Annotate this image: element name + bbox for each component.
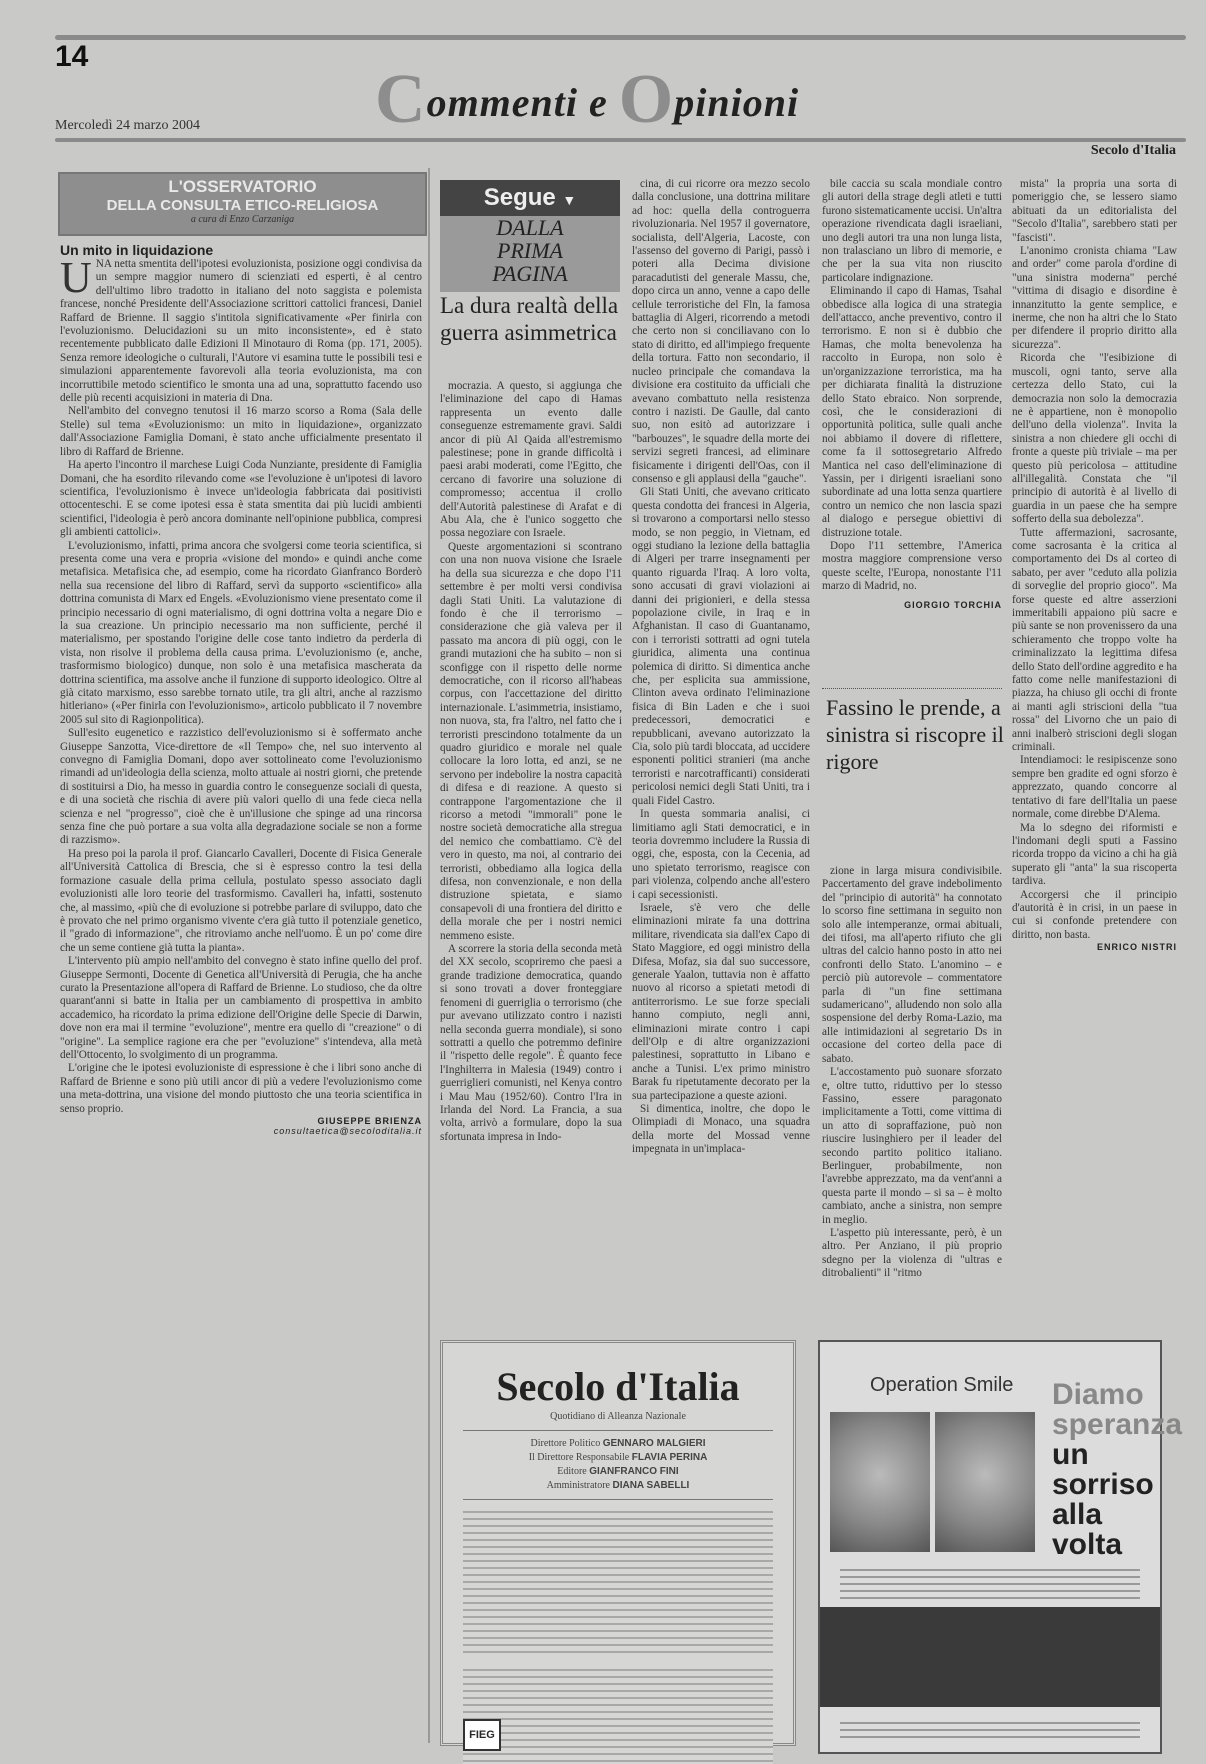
war-article-col1 <box>440 380 622 1290</box>
slogan-line: speranza <box>1052 1408 1183 1441</box>
paragraph: Ha aperto l'incontro il marchese Luigi Coda Nunziante, presidente di Famiglia Domani, che ha esordito rilevando come «se l'evoluzione è un'ipotesi di lavoro scientifica, l'evoluzionismo è invece un'ideologia fabbricata dai positivisti ottocenteschi. E se come ipotesi essa è stata smentita dai più lucidi ambienti scientifici, l'ideologia è però ancora dominante nell'opinione pubblica, compresi gli ambienti cattolici». <box>60 459 422 539</box>
article-title: Un mito in liquidazione <box>60 242 214 258</box>
section-title-part2: pinioni <box>674 80 800 125</box>
article-separator <box>822 688 1002 689</box>
column-divider <box>428 168 430 1743</box>
paragraph: Dopo l'11 settembre, l'America mostra maggiore comprensione verso queste scelte, l'Europa, nonostante l'11 marzo di Madrid, no. <box>822 539 1002 593</box>
director-label: Direttore Politico <box>530 1438 601 1449</box>
paragraph: Ricorda che "l'esibizione di muscoli, ogni tanto, serve alla certezza dello Stato, cui la democrazia non solo la democrazia ne è appartiene, non è monopolio dell'uno della violenza". Invita la sinistra a non chiedere gli occhi di fronte a queste più triviale – ma per questo più pericolosa – attitudine all'illegalità. Constata che "il principio di autorità è al livello di guardia in un paese che ha sempre sofferto della sua debolezza". <box>1012 352 1177 526</box>
drop-cap: U <box>60 253 92 302</box>
observatory-banner <box>58 172 427 236</box>
section-title-initial-c: C <box>375 61 427 138</box>
editor-name: GIANFRANCO FINI <box>589 1466 679 1477</box>
fassino-article-col2 <box>1012 178 1177 1290</box>
ad-slogan <box>1052 1380 1182 1560</box>
paragraph: Tutte affermazioni, sacrosante, come sacrosanta è la critica al comportamento dei Ds al corteo di sabato, per aver "ceduto alla polizia di sorveglie del proprio gioco". Ma forse queste ed altre asserzioni immeritabili appaiono più sacre e più sante se non provenissero da una schieramento che troppo volte ha criminalizzato la legittima difesa dello Stato dell'ordine aggredito e ha fatto come nelle manifestazioni di piazza, ha chiuso gli occhi di fronte ai manti agli striscioni della "tua rossa" del Livorno che un paio di anni inalberò striscioni degli slogan criminali. <box>1012 526 1177 754</box>
section-title <box>375 60 799 140</box>
ad-brand-logo: Operation Smile <box>870 1374 1014 1396</box>
paragraph: L'anonimo cronista chiama "Law and order" come parola d'ordine di "una sinistra moderna" perché "vittima di disagio e disordine è innanzitutto la gente semplice, e inerme, che non ha altri che lo Stato per difendere il proprio diritto alla sicurezza". <box>1012 245 1177 351</box>
ad-contacts-band <box>820 1607 1160 1707</box>
vice-label: Il Direttore Responsabile <box>528 1452 630 1463</box>
observatory-article <box>60 242 422 1742</box>
masthead-admin <box>443 1479 793 1493</box>
editor-label: Editore <box>557 1466 587 1477</box>
admin-name: DIANA SABELLI <box>612 1480 690 1491</box>
child-photo <box>935 1412 1035 1552</box>
paragraph: L'intervento più ampio nell'ambito del convegno è stato infine quello del prof. Giuseppe Sermonti, Docente di Genetica all'Università di Perugia, che ha anche curato la Presentazione all'opera di Raffard de Brienne. Lo studioso, che da oltre quarant'anni si batte in Italia per un cambiamento di prospettiva in ambito accademico, ha ricordato la prima edizione dell'Origine delle Specie di Darwin, dove non era mai il termine "evoluzione", mentre era quello di "creazione" o di "origine". La semplice ragione era che per "evoluzione" s'intendeva, alla metà dell'Ottocento, lo svolgimento di un programma. <box>60 955 422 1061</box>
paragraph: Nell'ambito del convegno tenutosi il 16 marzo scorso a Roma (Sala delle Stelle) sul tema «Evoluzionismo: un mito in liquidazione», organizzato dall'Associazione Famiglia Domani, è stato anche ufficialmente presentato il libro di Raffard de Brienne. <box>60 405 422 458</box>
contact-note: consultaetica@secoloditalia.it <box>273 1126 422 1136</box>
paragraph: L'aspetto più interessante, però, è un altro. Per Anziano, il più proprio sdegno per la violenza di "ultras e ditrobalienti" il "ritmo <box>822 1226 1002 1280</box>
paragraph: A scorrere la storia della seconda metà del XX secolo, scopriremo che paesi a grande tradizione democratica, quando si sono trovati a dover fronteggiare fenomeni di guerriglia o terrorismo (che pur avevano utilizzato contro i nazisti nella seconda guerra mondiale), si sono sottratti a quello che potremmo definire il "rispetto delle regole". È quanto fece l'Inghilterra in Malesia (1949) contro i guerriglieri comunisti, nel Kenya contro i Mau Mau (1952/60). Contro l'Ira in Irlanda del Nord. La Francia, a sua volta, arrivò a formulare, dopo la sua sfortunata impresa in Indo- <box>440 943 622 1143</box>
fassino-article-col1 <box>822 865 1002 1290</box>
paragraph: L'origine che le ipotesi evoluzioniste di espressione è che i libri sono anche di Raffard de Brienne e sono più utili ancor di più a vedere l'evoluzionismo come una meta-dottrina, una visione del mondo piuttosto che una teoria scientifica in senso proprio. <box>60 1062 422 1115</box>
war-headline: La dura realtà della guerra asimmetrica <box>440 293 619 345</box>
fieg-logo: FIEG <box>463 1719 501 1751</box>
paragraph: Intendiamoci: le resipiscenze sono sempre ben gradite ed ogni sforzo è apprezzato, quando concorre al tentativo di fare dell'Italia un paese normale, come direbbe D'Alema. <box>1012 754 1177 821</box>
section-title-part1: ommenti e <box>426 80 619 125</box>
paragraph: Ma lo sdegno dei riformisti e l'indomani degli sputi a Fassino ricorda troppo da vicino a chi ha già superato gli "anta" la sua riscoperta tardiva. <box>1012 821 1177 888</box>
continued-banner <box>440 180 620 216</box>
down-arrow-icon: ▼ <box>562 192 577 208</box>
war-article-col3 <box>822 178 1002 658</box>
paragraph: mista" la propria una sorta di pomeriggio che, se lessero siamo abituati da un editorialista del "Secolo d'Italia", sarebbero stati per "fascisti". <box>1012 178 1177 244</box>
masthead-editor <box>443 1465 793 1479</box>
admin-label: Amministratore <box>546 1480 610 1491</box>
child-photo <box>830 1412 930 1552</box>
fassino-headline: Fassino le prende, a sinistra si riscopre il rigore <box>826 695 1004 774</box>
paragraph: zione in larga misura condivisibile. Paccertamento del grave indebolimento del "principio di autorità" ha connotato lo scorso fine settimana in seguito non solo alle intemperanze, ormai abituali, dei tifosi, ma all'aperto rifiuto che gli ultras del calcio hanno posto in atto nei confronti dello Stato. L'anomino – e perciò più autorevole – commentatore parla di "un fine settimana sudamericano", alludendo non solo alla sospensione del derby Roma-Lazio, ma alle intimidazioni al segretario Ds in occasione del corteo della pace di sabato. <box>822 865 1002 1065</box>
director-name: GENNARO MALGIERI <box>602 1438 706 1449</box>
paragraph: L'accostamento può suonare sforzato e, oltre tutto, riduttivo per lo stesso Fassino, essere paragonato implicitamente a Totti, come vittima di un atto di sopraffazione, può non riuscire lusinghiero per il leader del secondo partito politico italiano. Berlinguer, probabilmente, non l'avrebbe apprezzato, ma da vent'anni a questa parte il mondo – si sa – è molto cambiato, anche a sinistra, non sempre in meglio. <box>822 1066 1002 1226</box>
banner-line2: DELLA CONSULTA ETICO-RELIGIOSA <box>106 197 379 214</box>
slogan-line: un <box>1052 1438 1089 1471</box>
paragraph: In questa sommaria analisi, ci limitiamo agli Stati democratici, e in teoria dovremmo includere la Russia di oggi, che, esposta, con la Cecenia, ad uno spietato terrorismo, reagisce con pari violenza, colpendo anche all'estero i capi secessionisti. <box>632 808 810 901</box>
paragraph: Si dimentica, inoltre, che dopo le Olimpiadi di Monaco, una squadra della morte del Mossad venne impegnata in un'implaca- <box>632 1103 810 1156</box>
war-article-col2 <box>632 178 810 1290</box>
article-signature: ENRICO NISTRI <box>1096 942 1177 953</box>
paragraph: Ha preso poi la parola il prof. Giancarlo Cavalleri, Docente di Fisica Generale all'Università Cattolica di Brescia, che si è espresso contro la tesi della formazione casuale della prima cellula, postulato spesso associato dagli evoluzionisti alle loro teorie del trasformismo. Cavalleri ha, infatti, sostenuto che, al massimo, «più che di evoluzione si potrebbe parlare di sviluppo, dato che è provato che nel primo organismo vivente c'era già tutto il potenziale genetico, il "grado di informazione", che ritroviamo anche nell'uomo. È un po' come dire che un seme contiene già tutta la pianta». <box>60 847 422 954</box>
banner-line1: L'OSSERVATORIO <box>168 177 317 196</box>
slogan-line: volta <box>1052 1528 1123 1561</box>
ad-body-text <box>840 1564 1140 1600</box>
page-number: 14 <box>55 40 89 73</box>
slogan-line: sorriso <box>1052 1468 1154 1501</box>
article-signature: GIORGIO TORCHIA <box>904 599 1002 610</box>
paragraph: Queste argomentazioni si scontrano con una non nuova visione che Israele ha della sua sicurezza e che dopo l'11 settembre è per molti versi condivisa dagli Stati Uniti. La valutazione di fondo è che il terrorismo – considerazione che già valeva per il passato ma ancora di più oggi, con le grandi mutazioni che ha subito – non si sconfigge con il rispetto delle norme democratiche, con il ricorso all'habeas corpus, con l'accettazione del diritto internazionale. L'asimmetria, insistiamo, non nuova, sta, fra l'altro, nel fatto che i terroristi prescindono totalmente da un quadro giuridico e morale nel quale collocare la loro lotta, ed anzi, se ne servono per indebolire la nostra capacità di difesa e di reazione. A questo si contrappone l'argomentazione che il ricorso a metodi "immorali" pone le nostre società democratiche alla stregua del nemico che combattiamo. C'è del vero in questo, ma noi, al contrario dei terroristi, obbediamo alla logica della difesa, non convenzionale, e non della distruzione spietata, e siamo consapevoli di una frontiera del diritto e della morale che per i nostri nemici nemmeno esiste. <box>440 540 622 942</box>
paragraph: Gli Stati Uniti, che avevano criticato questa condotta dei francesi in Algeria, si trovarono a comportarsi nello stesso modo, se non peggio, in Vietnam, ed oggi studiano la lezione della battaglia di Algeri per trarre insegnamenti per quanto riguarda l'Iraq. A loro volta, sono accusati di gravi violazioni ai danni dei prigionieri, e della stessa popolazione civile, in Iraq e in Afghanistan. Il caso di Guantanamo, con i terroristi sottratti ad ogni tutela giuridica, alimenta una continua polemica di diritto. Si dimentica anche che, per esplicita sua ammissione, Clinton aveva ordinato l'eliminazione fisica di Bin Laden e che i suoi predecessori, democratici e repubblicani, avevano autorizzato la Cia, solo più tardi bloccata, ad uccidere esponenti politici stranieri (ma anche terroristi e narcotrafficanti) considerati pericolosi nemici degli Stati Uniti, tra i quali Fidel Castro. <box>632 486 810 807</box>
segue-label: Segue <box>483 184 556 211</box>
masthead-logo: Secolo d'Italia <box>496 1364 740 1409</box>
paragraph: Accorgersi che il principio d'autorità è in crisi, in un paese in cui si confonde pretendere con diritto, non basta. <box>1012 888 1177 941</box>
paragraph: mocrazia. A questo, si aggiunga che l'eliminazione del capo di Hamas rappresenta un evento dalle conseguenze estremamente gravi. Saldi ancor di più Al Qaida all'estremismo palestinese; pone in grande difficoltà i paesi arabi moderati, come l'Egitto, che cercano di favorire una soluzione di compromesso; accentua il crollo dell'Autorità palestinese di Arafat e di Abu Ala, che è l'unico soggetto che possa negoziare con Israele. <box>440 380 622 540</box>
ad-footer-text <box>840 1717 1140 1741</box>
slogan-line: Diamo <box>1052 1378 1144 1411</box>
masthead-vice <box>443 1451 793 1465</box>
article-signature: GIUSEPPE BRIENZA <box>317 1116 422 1126</box>
paragraph: cina, di cui ricorre ora mezzo secolo dalla conclusione, una dottrina militare ad hoc: quella della controguerra rivoluzionaria. Nel 1957 il governatore, socialista, dell'Algeria, Lacoste, con l'assenso del governo di Parigi, passò i poteri alla Decima divisione paracadutisti del generale Massu, che, dopo circa un anno, venne a capo delle cellule terroristiche del Fln, la famosa battaglia di Algeri, ricorrendo a metodi che certo non si conciliavano con lo stato di diritto, ed all'impiego frequente della tortura. Fatto non secondario, il nucleo principale che comandava la divisione era costituito da ufficiali che avevano combattuto nella resistenza contro i nazisti. De Gaulle, dal canto suo, non esitò ad autorizzare i "barbouzes", le squadre della morte dei servizi segreti francesi, ad eliminare fisicamente i dirigenti dell'Oas, con il consenso e gli applausi della "gauche". <box>632 178 810 485</box>
slogan-line: alla <box>1052 1498 1103 1531</box>
from-line3: PAGINA <box>492 261 568 286</box>
from-line2: PRIMA <box>497 238 563 263</box>
paragraph: NA netta smentita dell'ipotesi evoluzionista, posizione oggi condivisa da un sempre maggior numero di scienziati ed esperti, è al centro dell'ultimo libro tradotto in italiano del noto saggista e polemista francese, nonché Presidente dell'Associazione scrittori cattolici francesi, Daniel Raffard de Brienne. Il saggio s'intitola significativamente «Per finirla con l'evoluzionismo. Delucidazioni su un mito inconsistente», ed è stato recentemente pubblicato dalle Edizioni Il Minotauro di Roma (pp. 171, 2005). Senza remore ideologiche o culturali, l'Autore vi esamina tutte le possibili tesi e simulazioni apparentemente favorevoli alla teoria evoluzionista, ma con incorruttibile metodo scientifico le smonta una ad una, soprattutto facendo uso delle più recenti acquisizioni in materia di Dna. <box>60 258 422 405</box>
banner-curator: a cura di Enzo Carzaniga <box>190 214 295 225</box>
newspaper-brand: Secolo d'Italia <box>1090 143 1176 158</box>
masthead-box <box>440 1340 796 1746</box>
from-front-page <box>440 216 620 292</box>
header-rule-top <box>55 35 1186 40</box>
paragraph: Sull'esito eugenetico e razzistico dell'evoluzionismo si è soffermato anche Giuseppe Sanzotta, Vice-direttore de «Il Tempo» che, nel suo intervento al convegno di Famiglia Domani, dopo aver sottolineato come l'evoluzionismo rimandi ad un'ideologia della scienza, molto attuale ai nostri giorni, che pretende di sostituirsi a Dio, ha messo in guardia contro le conseguenze sociali di questa, e di una società che rischia di avere più valori quello di una fede cieca nella scienza e nel "progresso", cioè che è un'illusione che spinge ad una rincorsa senza fine che può portare a sua volta alla degradazione sociale se non a forme di razzismo». <box>60 727 422 847</box>
paragraph: L'evoluzionismo, infatti, prima ancora che svolgersi come teoria scientifica, si presenta come una vera e propria «visione del mondo» e quindi anche come metafisica. Metafisica che, ad esempio, come ha ricordato Gianfranco Borderò nella sua recensione del libro di Raffard, servì da supporto «scientifico» alla dottrina comunista di Marx ed Engels. «Evoluzionismo viene presentato come il principio necessario di ogni materialismo, di ogni dottrina volta a negare Dio e la sua creazione. Un principio necessario ma non sufficiente, perché il materialismo, per spostando l'origine delle cose tanto indietro da perderla di vista, non risolve il problema della causa prima. L'evoluzionismo (e, anche, trasformismo biologico) dunque, non solo è una metafisica mascherata da dottrina scientifica, ma assolve anche il funzione di supporto ideologico. Oltre al già citato marxismo, esso sarebbe tornato utile, tra gli altri, anche al razzismo hitleriano» («Per finirla con l'evoluzionismo», articolo pubblicato il 7 novembre 2005 sul sito di Ragionpolitica). <box>60 539 422 726</box>
header-rule-bottom <box>55 138 1186 142</box>
paragraph: Israele, s'è vero che delle eliminazioni mirate fa una dottrina militare, rivendicata sia dall'ex Capo di Stato Maggiore, ed oggi ministro della Difesa, Mofaz, sia dal suo successore, generale Yaalon, tuttavia non è affatto nuovo al ricorso a spietati metodi di antiterrorismo. Le sue forze speciali hanno compiuto, negli anni, eliminazioni mirate contro i capi dell'Olp e di altre organizzazioni palestinesi, soprattutto in Libano e anche a Tunisi. L'ex primo ministro Barak fu ripetutamente decorato per la sua partecipazione a queste azioni. <box>632 901 810 1102</box>
masthead-subtitle: Quotidiano di Alleanza Nazionale <box>550 1411 686 1422</box>
masthead-legal-print <box>463 1664 773 1764</box>
from-line1: DALLA <box>496 215 564 240</box>
vice-name: FLAVIA PERINA <box>631 1452 708 1463</box>
operation-smile-ad <box>818 1340 1183 1754</box>
issue-date: Mercoledì 24 marzo 2004 <box>55 118 201 133</box>
paragraph: bile caccia su scala mondiale contro gli autori della strage degli atleti e tutti furono sistematicamente uccisi. Un'altra operazione rivendicata dagli israeliani, uno degli autori tra una non lunga lista, non tralasciano un libro di memorie, e che per la sua vita non riuscito particolare indignazione. <box>822 178 1002 284</box>
masthead-fine-print <box>463 1506 773 1656</box>
paragraph: Eliminando il capo di Hamas, Tsahal obbedisce alla logica di una strategia dell'attacco, anche preventivo, contro il terrorismo. E non si è dubbio che Hamas, che molta benevolenza ha raccolto in Europa, non solo è un'organizzazione terroristica, ma ha per dichiarata finalità la distruzione dello Stato ebraico. Non sorprende, così, che le considerazioni di opportunità politica, sulle quali anche noi abbiamo il dovere di riflettere, come fa il sottosegretario Alfredo Mantica nel caso dell'eliminazione di Yassin, per i dirigenti israeliani sono subordinate ad una lotta senza quartiere contro un nemico che non lascia spazi al dialogo e persegue obiettivi di distruzione totale. <box>822 285 1002 539</box>
masthead-director <box>443 1437 793 1451</box>
section-title-initial-o: O <box>618 61 675 138</box>
